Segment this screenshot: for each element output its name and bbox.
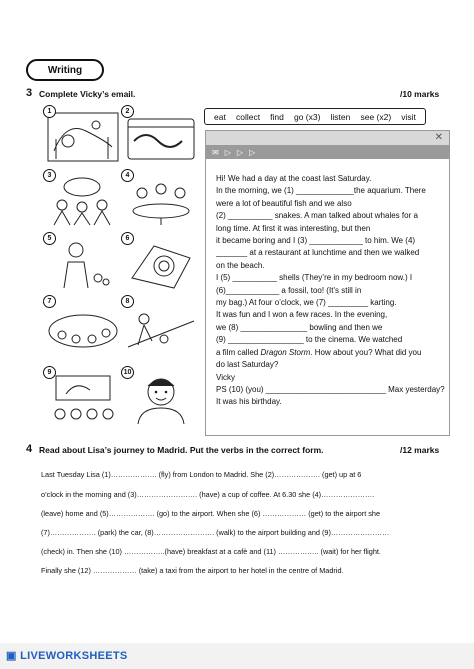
word-bank-word: see (x2) <box>360 111 392 122</box>
picture-5-shells <box>46 235 120 290</box>
email-line: it became boring and I (3) ____________ to him. We (4) <box>216 236 416 246</box>
picture-1-aquarium <box>46 108 120 163</box>
email-line: It was his birthday. <box>216 397 282 407</box>
email-line: (2) __________ snakes. A man talked about whales for a <box>216 211 418 221</box>
close-icon: ✕ <box>434 132 443 143</box>
word-bank-word: find <box>270 111 284 122</box>
email-line: Hi! We had a day at the coast last Saturday. <box>216 174 372 183</box>
picture-number-3: 3 <box>43 169 56 182</box>
reply-icon: ▷ <box>224 147 231 157</box>
picture-6-fossil <box>124 235 198 290</box>
section-3-title: Complete Vicky’s email. <box>39 89 136 99</box>
text-line: o’clock in the morning and (3)……………………. (have) a cup of coffee. At 6.30 she (4)…………………. <box>41 490 375 499</box>
email-line: (6)____________ a fossil, too! (It’s still in <box>216 285 362 295</box>
picture-4-restaurant <box>124 172 198 227</box>
picture-number-9: 9 <box>43 366 56 379</box>
picture-2-snake-tank <box>124 108 198 163</box>
picture-3-talk <box>46 172 120 227</box>
film-title: Dragon Storm <box>260 347 311 357</box>
email-line-film <box>216 347 452 359</box>
picture-number-4: 4 <box>121 169 134 182</box>
writing-label: Writing <box>26 59 104 81</box>
picture-10-boy <box>123 369 198 424</box>
email-line: In the morning, we (1) _____________the aquarium. There <box>216 186 426 196</box>
picture-number-6: 6 <box>121 232 134 245</box>
email-title-bar <box>206 131 449 145</box>
section-3-number: 3 <box>26 87 33 99</box>
email-toolbar <box>206 145 449 159</box>
liveworksheets-logo[interactable] <box>6 649 128 662</box>
picture-9-cinema <box>46 369 120 424</box>
email-ps-line: PS (10) (you) ___________________________ Max yesterday? <box>216 384 445 394</box>
email-line: were a lot of beautiful fish and we also <box>216 198 352 208</box>
word-bank-word: listen <box>330 111 351 122</box>
text-line: (7)………………. (park) the car, (8)……………………. (walk) to the airport building and (9)…………………… <box>41 528 390 537</box>
section-4-number: 4 <box>26 443 33 455</box>
forward-icon: ▷ <box>236 147 244 157</box>
picture-number-2: 2 <box>121 105 134 118</box>
picture-number-10: 10 <box>121 366 134 379</box>
logo-icon: ▣ <box>6 650 17 662</box>
send-icon: ▷ <box>249 147 256 157</box>
word-bank <box>204 108 426 125</box>
word-bank-word: visit <box>401 111 416 122</box>
picture-8-bowling <box>124 298 198 353</box>
email-line: (9) _________________ to the cinema. We watched <box>216 335 403 345</box>
section-4-title: Read about Lisa’s journey to Madrid. Put the verbs in the correct form. <box>39 445 324 455</box>
picture-number-8: 8 <box>121 295 134 308</box>
text-line: (check) in. Then she (10) ……………..(have) breakfast at a cafè and (11) …………….. (wait) for her flight. <box>41 547 381 556</box>
section-4-marks: /12 marks <box>400 445 440 455</box>
film-line-before: a film called <box>216 347 261 357</box>
logo-text: LIVEWORKSHEETS <box>20 650 128 662</box>
email-line: _______ at a restaurant at lunchtime and then we walked <box>216 248 420 258</box>
email-line: I (5) __________ shells (They’re in my bedroom now.) I <box>216 273 413 283</box>
email-body <box>216 173 452 409</box>
email-window <box>205 130 450 436</box>
word-bank-word: go (x3) <box>293 111 321 122</box>
section-3-marks: /10 marks <box>400 89 440 99</box>
picture-number-5: 5 <box>43 232 56 245</box>
email-line: long time. At first it was interesting, but then <box>216 223 371 233</box>
text-line: Finally she (12) ……………… (take) a taxi from the airport to her hotel in the centre of Madrid. <box>41 566 344 575</box>
word-bank-word: collect <box>235 111 261 122</box>
film-line-after: . How about you? What did you <box>310 347 422 357</box>
email-line: on the beach. <box>216 260 265 270</box>
text-line: (leave) home and (5)………………. (go) to the airport. When she (6) ……………… (get) to the airport she <box>41 509 381 518</box>
email-line: we (8) _______________ bowling and then we <box>216 322 383 332</box>
email-line: It was fun and I won a few races. In the evening, <box>216 310 388 320</box>
picture-7-karting <box>46 298 120 353</box>
email-line: my bag.) At four o’clock, we (7) _________ karting. <box>216 298 397 308</box>
email-line: do last Saturday? <box>216 360 279 370</box>
email-signature: Vicky <box>216 372 235 382</box>
envelope-icon: ✉ <box>212 147 219 157</box>
text-line: Last Tuesday Lisa (1)………………. (fly) from London to Madrid. She (2)………………. (get) up at 6 <box>41 470 362 479</box>
picture-number-1: 1 <box>43 105 56 118</box>
picture-number-7: 7 <box>43 295 56 308</box>
word-bank-word: eat <box>214 111 226 122</box>
